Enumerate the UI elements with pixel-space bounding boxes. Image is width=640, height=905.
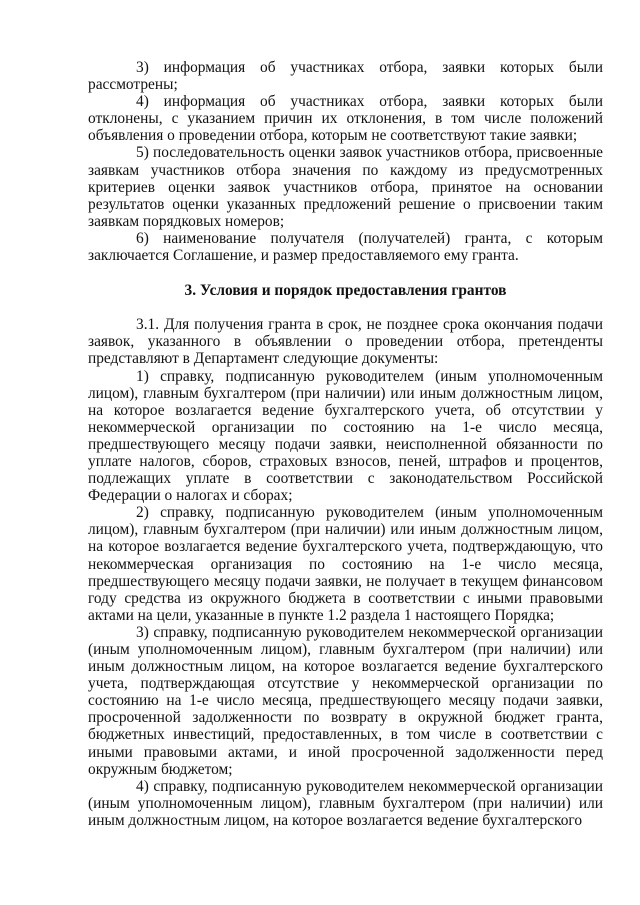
paragraph-item-3: 3) информация об участниках отбора, заявки которых были рассмотрены; xyxy=(88,59,603,94)
paragraph-document-1: 1) справку, подписанную руководителем (иным уполномоченным лицом), главным бухгалтером (при наличии) или иным должностным лицом, на которое возлагается ведение бухгалтерского учета, об отсутствии у некоммерческой организации по состоянию на 1-е число месяца, предшествующего месяцу подачи заявки, неисполненной обязанности по уплате налогов, сборов, страховых взносов, пеней, штрафов и процентов, подлежащих уплате в соответствии с законодательством Российской Федерации о налогах и сборах; xyxy=(88,367,603,505)
paragraph-document-3: 3) справку, подписанную руководителем некоммерческой организации (иным уполномоченным лицом), главным бухгалтером (при наличии) или иным должностным лицом, на которое возлагается ведение бухгалтерского учета, подтверждающая отсутствие у некоммерческой организации по состоянию на 1-е число месяца, предшествующего месяцу подачи заявки, просроченной задолженности по возврату в окружной бюджет гранта, бюджетных инвестиций, предоставленных, в том числе в соответствии с иными правовыми актами, и иной просроченной задолженности перед окружным бюджетом; xyxy=(88,623,603,778)
paragraph-document-4: 4) справку, подписанную руководителем некоммерческой организации (иным уполномоченным лицом), главным бухгалтером (при наличии) или иным должностным лицом, на которое возлагается ведение бухгалтерского xyxy=(88,777,603,829)
paragraph-item-4: 4) информация об участниках отбора, заявки которых были отклонены, с указанием причин их отклонения, в том числе положений объявления о проведении отбора, которым не соответствуют такие заявки; xyxy=(88,93,603,145)
section-heading: 3. Условия и порядок предоставления грантов xyxy=(184,282,507,300)
paragraph-3-1: 3.1. Для получения гранта в срок, не позднее срока окончания подачи заявок, указанного в объявлении о проведении отбора, претенденты представляют в Департамент следующие документы: xyxy=(88,316,603,368)
paragraph-item-6: 6) наименование получателя (получателей) гранта, с которым заключается Соглашение, и размер предоставляемого ему гранта. xyxy=(88,229,603,265)
document-page xyxy=(88,59,603,829)
paragraph-document-2: 2) справку, подписанную руководителем (иным уполномоченным лицом), главным бухгалтером (при наличии) или иным должностным лицом, на которое возлагается ведение бухгалтерского учета, подтверждающую, что некоммерческая организация по состоянию на 1-е число месяца, предшествующего месяцу подачи заявки, не получает в текущем финансовом году средства из окружного бюджета в соответствии с иными правовыми актами на цели, указанные в пункте 1.2 раздела 1 настоящего Порядка; xyxy=(88,504,603,624)
paragraph-item-5: 5) последовательность оценки заявок участников отбора, присвоенные заявкам участников отбора значения по каждому из предусмотренных критериев оценки заявок участников отбора, принятое на основании результатов оценки указанных предложений решение о присвоении таким заявкам порядковых номеров; xyxy=(88,144,603,230)
